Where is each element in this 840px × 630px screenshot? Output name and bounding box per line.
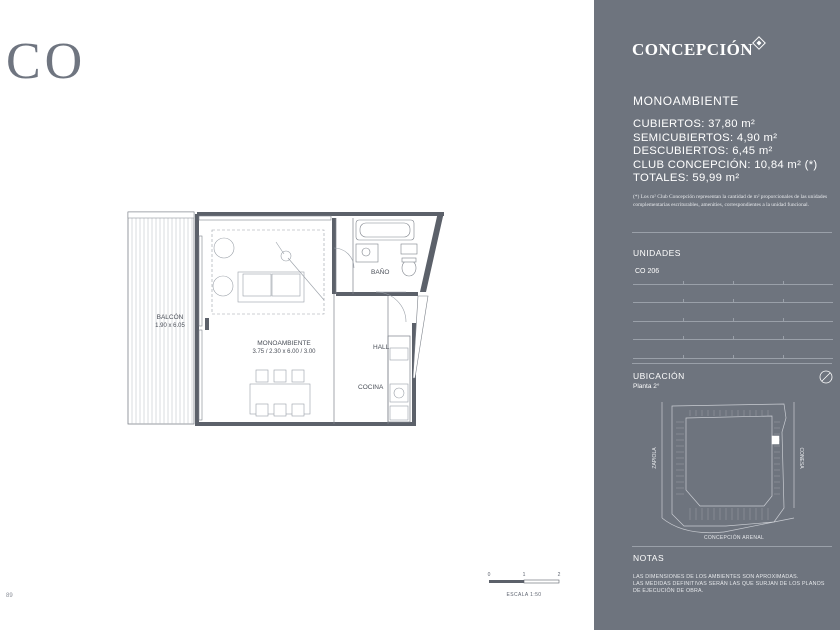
balcon-label: BALCÓN xyxy=(156,314,184,321)
floor-label: Planta 2° xyxy=(633,383,660,390)
area-club: CLUB CONCEPCIÓN: 10,84 m² (*) xyxy=(633,158,818,171)
area-totales: TOTALES: 59,99 m² xyxy=(633,172,740,185)
notas-heading: NOTAS xyxy=(633,553,665,563)
cocina-label: COCINA xyxy=(358,384,384,391)
hall-label: HALL xyxy=(373,344,390,351)
scale-label: ESCALA 1:50 xyxy=(506,592,542,598)
page-number: 89 xyxy=(6,593,13,599)
scale-tick-1: 1 xyxy=(522,572,526,578)
street-left: ZAPIOLA xyxy=(652,447,658,469)
footnote: (*) Los m² Club Concepción representan la cantidad de m² proporcionales de las unidades complementarias escriturables, amenities, correspondientes a la unidad funcional. xyxy=(633,194,828,208)
unit-row xyxy=(633,322,833,341)
balcon-dims: 1.90 x 6.05 xyxy=(155,323,185,329)
area-cubiertos: CUBIERTOS: 37,80 m² xyxy=(633,118,756,130)
site-plan xyxy=(634,398,804,546)
scale-tick-0: 0 xyxy=(487,572,491,578)
monoambiente-label: MONOAMBIENTE xyxy=(257,340,311,347)
floor-plan xyxy=(126,208,448,430)
divider xyxy=(632,363,832,364)
unit-row-label: CO 206 xyxy=(635,268,660,275)
scale-bar xyxy=(486,569,576,601)
unit-row xyxy=(633,266,833,285)
area-list xyxy=(633,118,817,186)
area-semicubiertos: SEMICUBIERTOS: 4,90 m² xyxy=(633,131,778,144)
diamond-logo-icon xyxy=(752,36,766,50)
street-bottom: CONCEPCIÓN ARENAL xyxy=(703,535,765,541)
units-table xyxy=(633,266,833,359)
unit-row xyxy=(633,340,833,359)
unit-type: MONOAMBIENTE xyxy=(633,94,739,108)
ubicacion-heading: UBICACIÓN xyxy=(633,371,685,381)
note-line: LAS DIMENSIONES DE LOS AMBIENTES SON APROXIMADAS. xyxy=(633,574,799,580)
building-code: CO xyxy=(6,33,87,90)
bano-label: BAÑO xyxy=(371,269,390,276)
info-panel xyxy=(594,0,840,630)
unidades-heading: UNIDADES xyxy=(633,248,681,258)
street-right: CONESA xyxy=(798,447,804,469)
area-descubiertos: DESCUBIERTOS: 6,45 m² xyxy=(633,145,773,158)
note-line: DE EJECUCIÓN DE OBRA. xyxy=(633,587,704,594)
unit-location-marker xyxy=(772,436,779,444)
brand-name: CONCEPCIÓN xyxy=(632,40,754,59)
north-arrow-icon xyxy=(819,370,833,384)
note-line: LAS MEDIDAS DEFINITIVAS SERÁN LAS QUE SURJAN DE LOS PLANOS xyxy=(633,580,825,587)
divider xyxy=(632,232,832,233)
unit-row xyxy=(633,303,833,322)
divider xyxy=(632,546,832,547)
monoambiente-dims: 3.75 / 2.30 x 6.00 / 3.00 xyxy=(252,349,316,355)
notes-text xyxy=(633,574,833,594)
scale-tick-2: 2 xyxy=(557,572,561,578)
unit-row xyxy=(633,285,833,304)
